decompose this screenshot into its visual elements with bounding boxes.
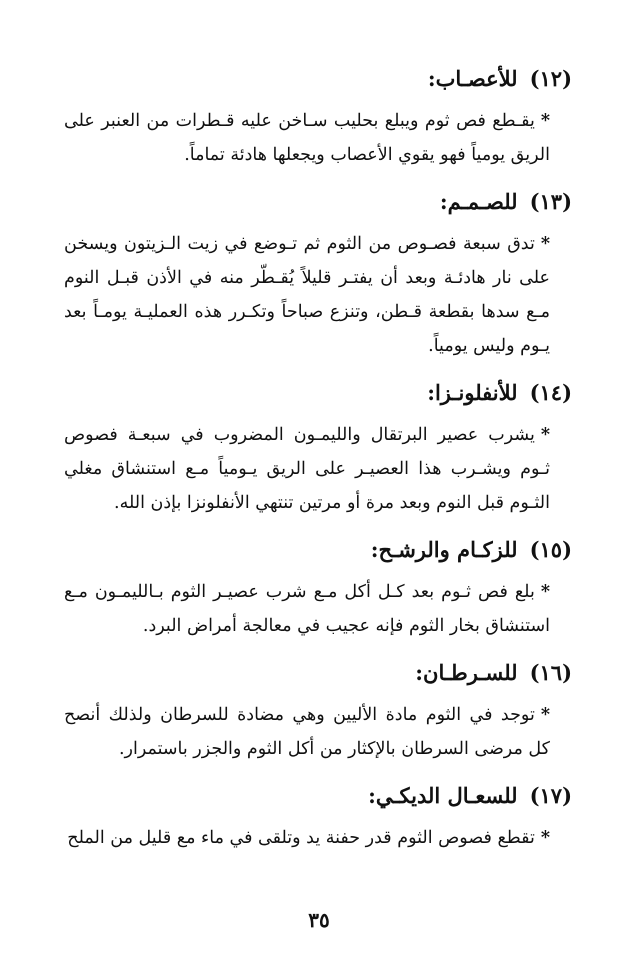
section-title: للأنفلونـزا: (427, 380, 518, 405)
bullet-asterisk: * (540, 582, 550, 602)
section-heading (64, 779, 572, 813)
section-number: (١٥) (529, 537, 572, 562)
section-paragraph (64, 104, 572, 172)
section-influenza (64, 376, 572, 520)
section-number: (١٣) (529, 189, 572, 214)
section-whooping-cough (64, 779, 572, 855)
section-cold (64, 533, 572, 643)
section-text: يقـطع فص ثوم ويبلع بحليب سـاخن عليه قـطرات من العنبر على الريق يومياً فهو يقوي الأعصاب ويجعلها هادئة تماماً. (64, 111, 550, 165)
section-heading (64, 62, 572, 96)
section-title: للصـمـم: (439, 189, 518, 214)
section-paragraph (64, 227, 572, 363)
page-number: ٣٥ (308, 908, 330, 932)
section-heading (64, 376, 572, 410)
bullet-asterisk: * (540, 425, 550, 445)
section-text: بلع فص ثـوم بعد كـل أكل مـع شرب عصيـر الثوم بـالليمـون مـع استنشاق بخار الثوم فإنه عجيب في معالجة أمراض البرد. (64, 582, 550, 636)
section-cancer (64, 656, 572, 766)
section-text: يشرب عصير البرتقال والليمـون المضروب في سبعـة فصوص ثـوم ويشـرب هذا العصيـر على الريق يـومياً مـع استنشاق مغلي الثـوم قبل النوم وبعد مرة أو مرتين تنتهي الأنفلونزا بإذن الله. (64, 425, 550, 513)
section-number: (١٧) (529, 783, 572, 808)
section-paragraph (64, 418, 572, 520)
bullet-asterisk: * (540, 705, 550, 725)
section-title: للأعصـاب: (427, 66, 518, 91)
section-title: للزكـام والرشـح: (370, 537, 518, 562)
section-paragraph (64, 698, 572, 766)
section-text: تدق سبعة فصـوص من الثوم ثم تـوضع في زيت الـزيتون ويسخن على نار هادئـة وبعد أن يفتـر قليلاً يُقـطّر منه في الأذن قبـل النوم مـع سدها بقطعة قـطن، وتنزع صباحاً وتكـرر هذه العمليـة يومـاً بعد يـوم وليس يومياً. (64, 234, 550, 356)
section-text: توجد في الثوم مادة الأليين وهي مضادة للسرطان ولذلك أنصح كل مرضى السرطان بالإكثار من أكل الثوم والجزر باستمرار. (64, 705, 550, 759)
section-number: (١٤) (529, 380, 572, 405)
bullet-asterisk: * (540, 234, 550, 254)
section-deafness (64, 185, 572, 363)
section-heading (64, 533, 572, 567)
section-number: (١٢) (529, 66, 572, 91)
bullet-asterisk: * (540, 828, 550, 848)
section-heading (64, 656, 572, 690)
section-text: تقطع فصوص الثوم قدر حفنة يد وتلقى في ماء مع قليل من الملح (67, 828, 535, 848)
section-heading (64, 185, 572, 219)
section-title: للسعـال الديكـي: (368, 783, 518, 808)
section-paragraph (64, 575, 572, 643)
section-number: (١٦) (529, 660, 572, 685)
bullet-asterisk: * (540, 111, 550, 131)
section-nerves (64, 62, 572, 172)
section-title: للسـرطـان: (415, 660, 518, 685)
section-paragraph (64, 821, 572, 855)
